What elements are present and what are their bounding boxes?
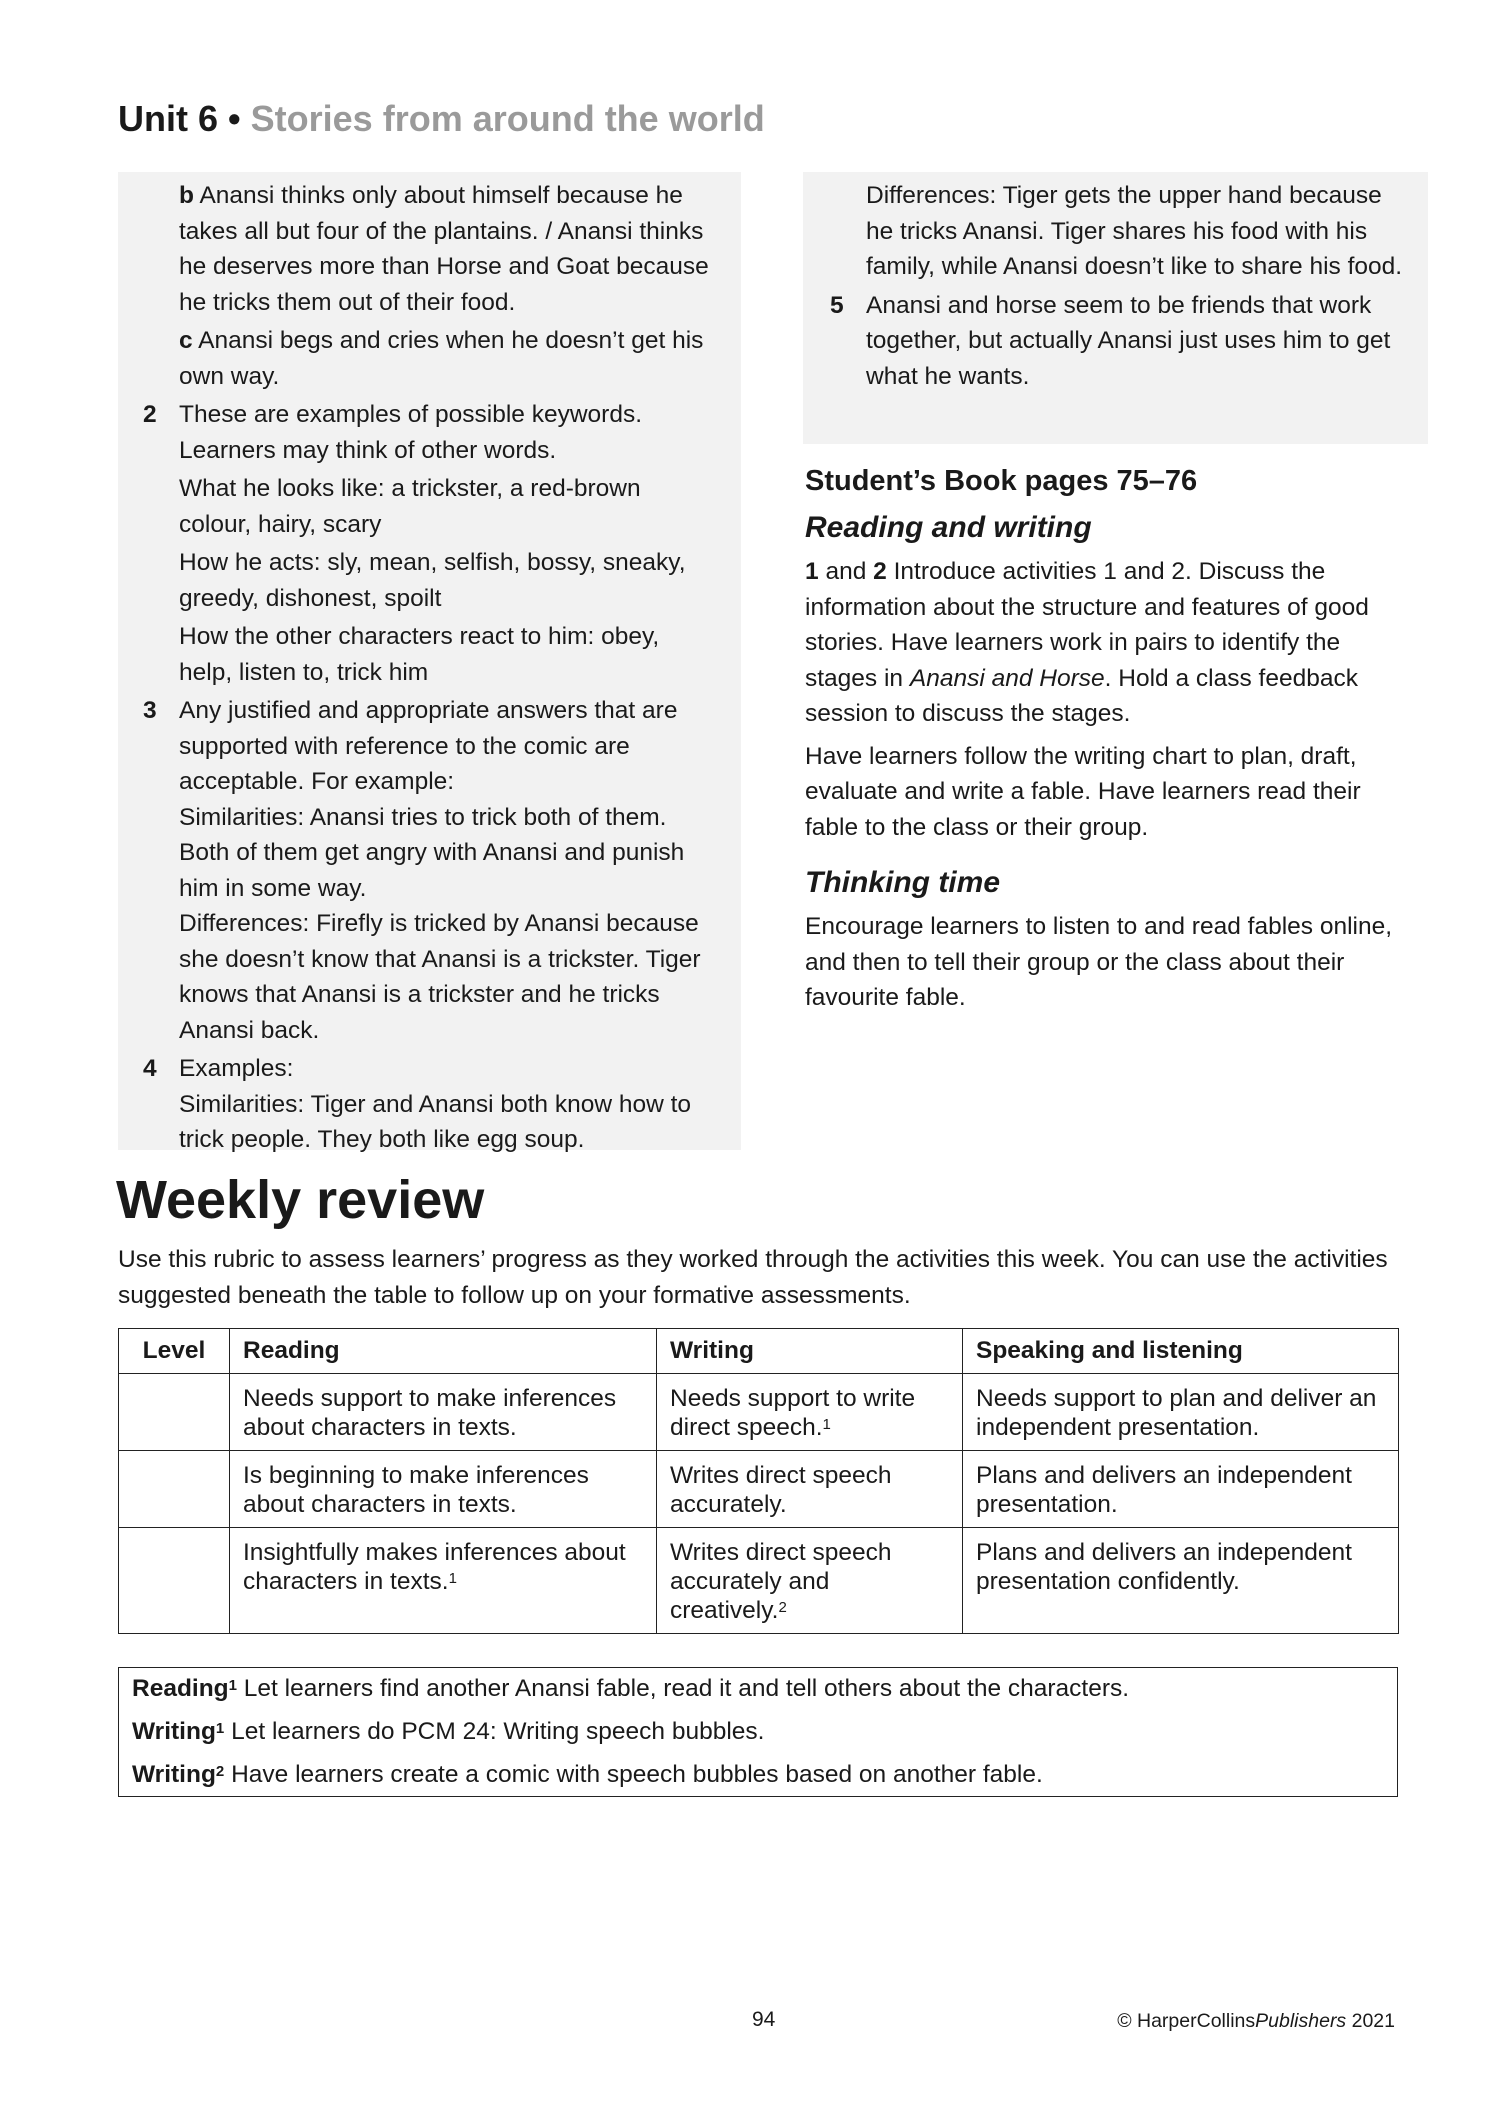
table-row (119, 1374, 1399, 1451)
reading-writing-paragraph-1 (805, 554, 1405, 732)
paragraph-text: . Hold a class feedback session to discuss the stages. (805, 664, 1358, 727)
column-header-reading: Reading (230, 1329, 657, 1374)
speaking-cell: Plans and delivers an independent presentation. (963, 1451, 1399, 1528)
answer-2 (143, 397, 713, 690)
copyright-publishers: Publishers (1255, 2010, 1347, 2032)
footnote-marker: 1 (448, 1570, 457, 1587)
footnote-marker: 1 (215, 1720, 225, 1737)
writing-cell-text: Writes direct speech accurately and creatively. (670, 1539, 892, 1624)
answer-4-continued: Differences: Tiger gets the upper hand because he tricks Anansi. Tiger shares his food with his family, while Anansi doesn’t like to share his food. (866, 182, 1403, 280)
speaking-cell: Needs support to plan and deliver an independent presentation. (963, 1374, 1399, 1451)
answer-3-line: Any justified and appropriate answers that are supported with reference to the comic are acceptable. For example: (179, 697, 678, 795)
table-header-row (119, 1329, 1399, 1374)
weekly-review-title: Weekly review (116, 1170, 485, 1230)
table-row (119, 1451, 1399, 1528)
activity-item (132, 1760, 1384, 1789)
answer-2-line: What he looks like: a trickster, a red-brown colour, hairy, scary (179, 475, 641, 538)
level-cell (119, 1451, 230, 1528)
answer-number-4: 4 (143, 1055, 157, 1082)
footnote-marker: 1 (228, 1677, 237, 1694)
students-book-section (805, 465, 1405, 1016)
answer-2-line: How the other characters react to him: obey, help, listen to, trick him (179, 623, 660, 686)
page-number: 94 (752, 2008, 776, 2031)
activity-text: Let learners find another Anansi fable, read it and tell others about the characters. (237, 1675, 1130, 1702)
unit-header (118, 98, 765, 140)
activity-number: 2 (873, 558, 887, 585)
answer-5 (830, 288, 1410, 395)
answer-1b-text: Anansi thinks only about himself because he takes all but four of the plantains. / Anansi thinks he deserves more than Horse and Goat because he tricks them out of their food. (179, 182, 709, 316)
weekly-review-intro: Use this rubric to assess learners’ progress as they worked through the activities this week. You can use the activities suggested beneath the table to follow up on your formative assessments. (118, 1246, 1388, 1309)
follow-up-activities-box (118, 1667, 1398, 1797)
answer-4-line: Examples: (179, 1055, 294, 1082)
reading-cell (230, 1374, 657, 1451)
header-bullet: • (228, 98, 241, 139)
reading-cell (230, 1528, 657, 1634)
footnote-marker: 1 (822, 1416, 831, 1433)
answer-3-line: Similarities: Anansi tries to trick both of them. Both of them get angry with Anansi and punish him in some way. (179, 803, 685, 902)
rubric-table (118, 1328, 1399, 1634)
answer-number-2: 2 (143, 401, 157, 428)
paragraph-text: Introduce activities 1 and 2. Discuss the information about the structure and features of good stories. Have learners work in pairs to identify the stages in (805, 558, 1369, 692)
activity-text: Let learners do PCM 24: Writing speech bubbles. (224, 1718, 765, 1745)
copyright-year: 2021 (1346, 2010, 1395, 2032)
answer-1c-text: Anansi begs and cries when he doesn’t get his own way. (179, 327, 704, 390)
answer-letter-c: c (179, 327, 193, 354)
answer-4-line: Similarities: Tiger and Anansi both know how to trick people. They both like egg soup. (179, 1090, 692, 1153)
column-header-writing: Writing (657, 1329, 963, 1374)
reading-cell-text: Insightfully makes inferences about characters in texts. (243, 1539, 626, 1595)
thinking-time-heading: Thinking time (805, 866, 1000, 899)
answer-4 (143, 1051, 713, 1158)
and-text: and (818, 558, 874, 585)
writing-cell (657, 1374, 963, 1451)
thinking-time-paragraph: Encourage learners to listen to and read fables online, and then to tell their group or the class about their favourite fable. (805, 913, 1393, 1011)
answer-2-line: How he acts: sly, mean, selfish, bossy, sneaky, greedy, dishonest, spoilt (179, 549, 686, 612)
level-cell (119, 1528, 230, 1634)
activity-number: 1 (805, 558, 819, 585)
writing-cell-text: Writes direct speech accurately. (670, 1462, 892, 1518)
footnote-marker: 2 (215, 1763, 225, 1780)
students-book-heading: Student’s Book pages 75–76 (805, 465, 1198, 497)
copyright (1117, 2010, 1395, 2033)
activity-item (132, 1717, 1384, 1746)
activity-label: Reading (132, 1675, 229, 1702)
writing-cell (657, 1451, 963, 1528)
answer-number-5: 5 (830, 291, 844, 319)
reading-cell-text: Needs support to make inferences about characters in texts. (243, 1385, 617, 1441)
activity-item (132, 1674, 1384, 1703)
answer-letter-b: b (179, 182, 194, 209)
column-header-speaking: Speaking and listening (963, 1329, 1399, 1374)
activity-label: Writing (132, 1761, 216, 1788)
reading-cell-text: Is beginning to make inferences about characters in texts. (243, 1462, 589, 1518)
speaking-cell: Plans and delivers an independent presentation confidently. (963, 1528, 1399, 1634)
answer-3 (143, 693, 713, 1048)
level-cell (119, 1374, 230, 1451)
story-title: Anansi and Horse (909, 664, 1105, 692)
column-header-level: Level (119, 1329, 230, 1374)
left-answer-column (143, 178, 713, 1158)
answer-1b (179, 178, 713, 320)
right-answer-column (830, 178, 1410, 394)
answer-3-line: Differences: Firefly is tricked by Anansi because she doesn’t know that Anansi is a trickster. Tiger knows that Anansi is a trickster and he tricks Anansi back. (179, 910, 701, 1044)
answer-1c (179, 323, 713, 394)
answer-number-3: 3 (143, 697, 157, 724)
writing-cell (657, 1528, 963, 1634)
reading-writing-paragraph-2: Have learners follow the writing chart to plan, draft, evaluate and write a fable. Have learners read their fable to the class or their group. (805, 742, 1361, 841)
writing-cell-text: Needs support to write direct speech. (670, 1385, 916, 1441)
unit-subtitle: Stories from around the world (250, 98, 765, 139)
answer-5-text: Anansi and horse seem to be friends that work together, but actually Anansi just uses him to get what he wants. (866, 291, 1391, 390)
answer-2-line: These are examples of possible keywords. Learners may think of other words. (179, 401, 642, 464)
reading-cell (230, 1451, 657, 1528)
reading-writing-heading: Reading and writing (805, 511, 1092, 544)
activity-text: Have learners create a comic with speech bubbles based on another fable. (224, 1761, 1043, 1788)
unit-number: Unit 6 (118, 98, 219, 139)
copyright-prefix: © HarperCollins (1117, 2010, 1256, 2032)
footnote-marker: 2 (778, 1599, 787, 1616)
table-row (119, 1528, 1399, 1634)
activity-label: Writing (132, 1718, 216, 1745)
